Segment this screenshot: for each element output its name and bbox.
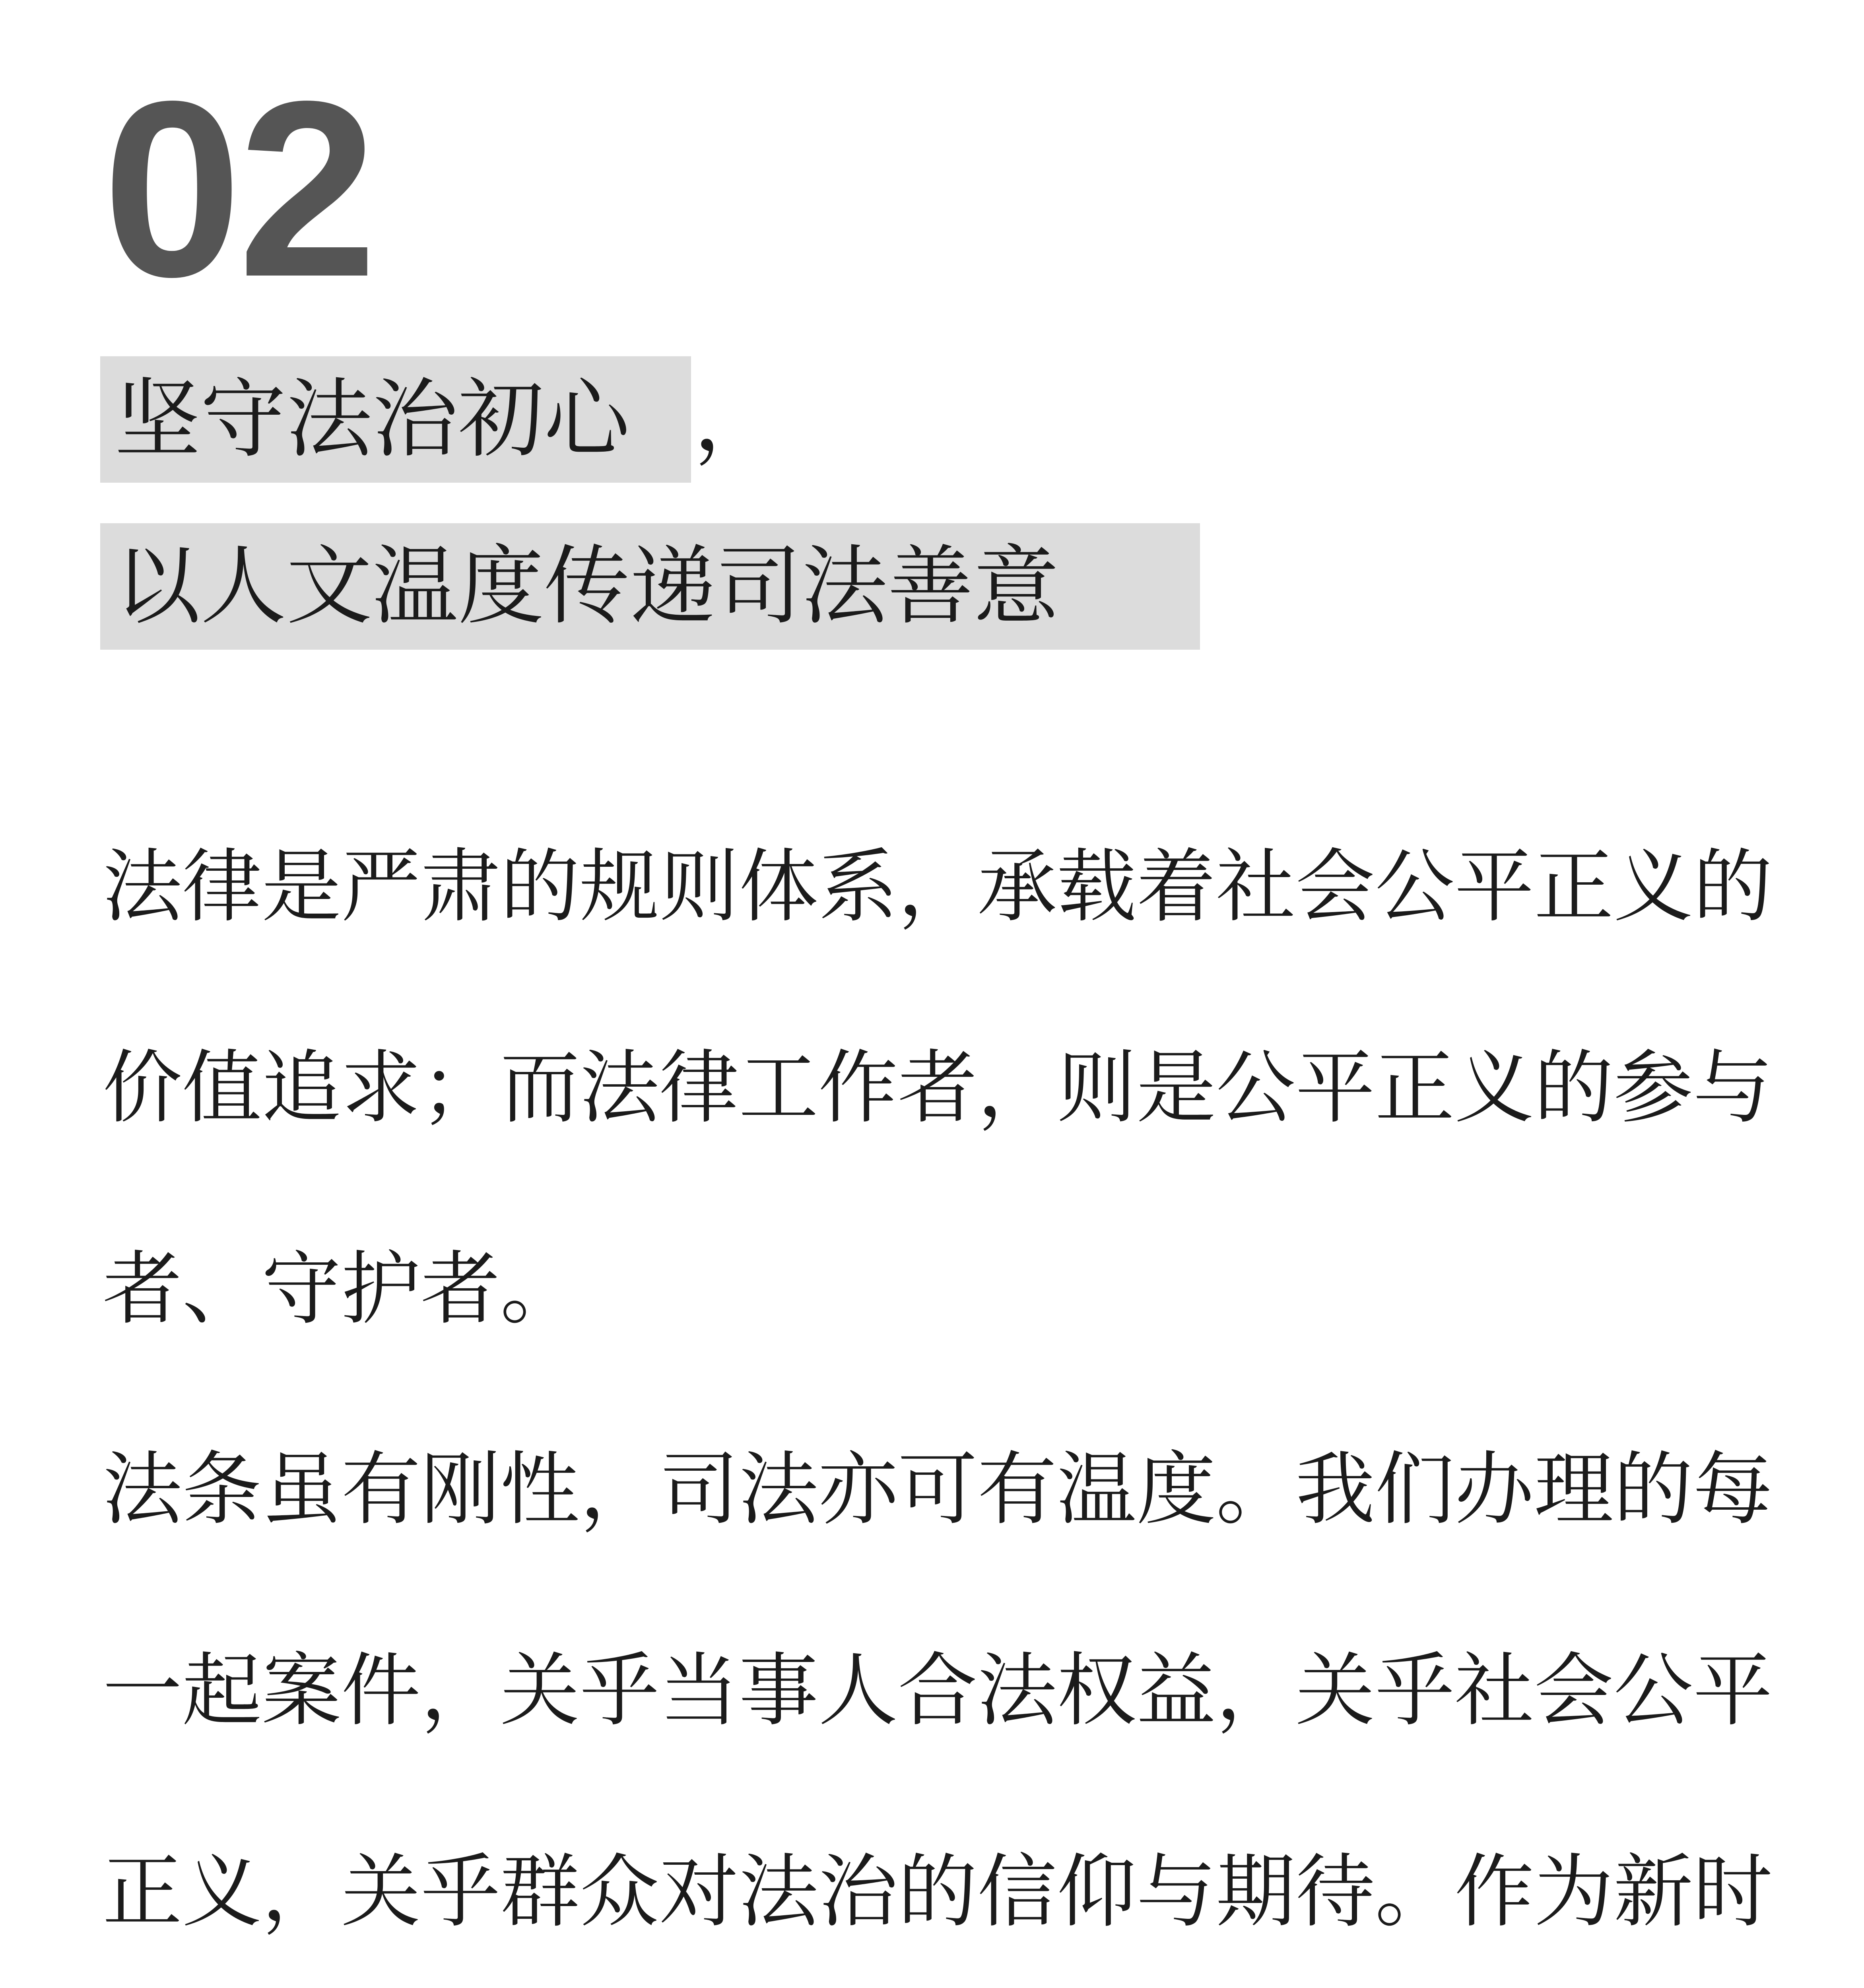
body-paragraph-1: 法律是严肃的规则体系，承载着社会公平正义的价值追求；而法律工作者，则是公平正义的参与者、守护者。 [103, 841, 1773, 1336]
heading-line-2: 以人文温度传递司法善意 [100, 523, 1200, 650]
heading-line-1-punctuation: ， [693, 369, 780, 469]
section-number: 02 [103, 49, 373, 329]
heading-line-1: 坚守法治初心 [100, 356, 691, 483]
body-paragraph-2: 法条虽有刚性，司法亦可有温度。我们办理的每一起案件，关乎当事人合法权益，关乎社会公平正义，关乎群众对法治的信仰与期待。作为新时 [103, 1443, 1773, 1938]
